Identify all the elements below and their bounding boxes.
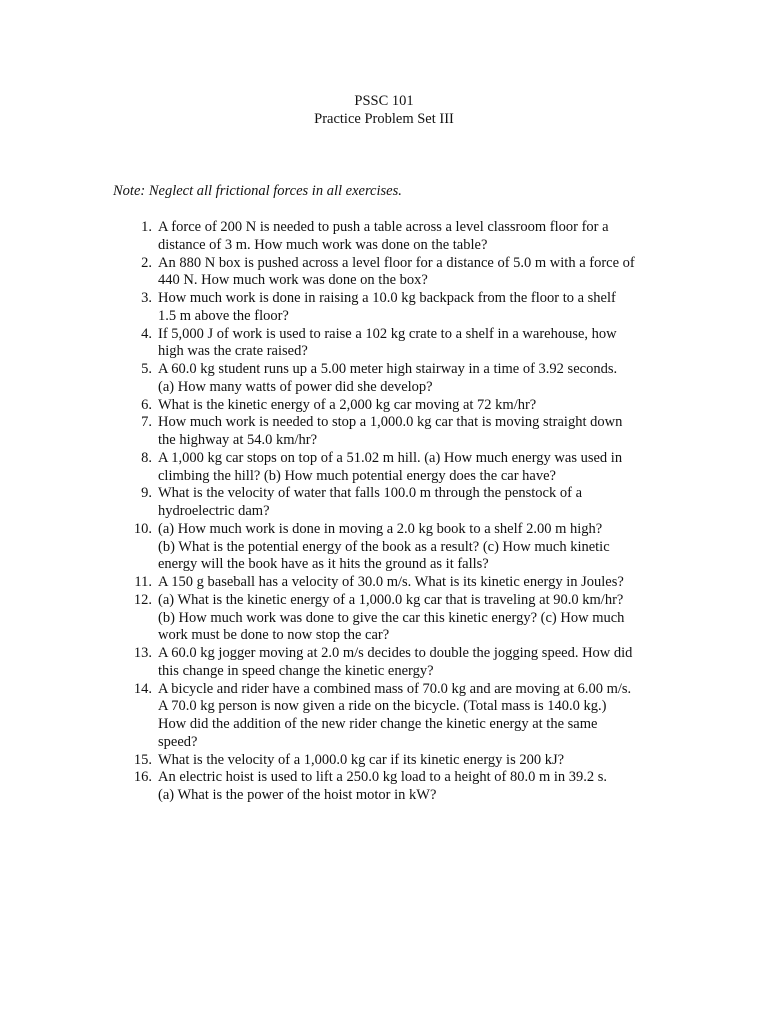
problem-number: 3. <box>141 290 152 306</box>
problem-item <box>118 219 678 255</box>
problem-text-line: A 60.0 kg jogger moving at 2.0 m/s decides to double the jogging speed. How did <box>158 645 633 661</box>
problem-text-line: What is the kinetic energy of a 2,000 kg car moving at 72 km/hr? <box>158 396 537 413</box>
problem-text-line: this change in speed change the kinetic energy? <box>158 662 434 679</box>
problem-text-line: (b) What is the potential energy of the book as a result? (c) How much kinetic <box>158 538 610 555</box>
problem-number: 16. <box>133 769 152 786</box>
problem-number: 7. <box>141 414 152 431</box>
problem-item <box>118 681 678 752</box>
problem-text-line: A 60.0 kg student runs up a 5.00 meter high stairway in a time of 3.92 seconds. <box>158 361 618 377</box>
problem-number: 15. <box>133 751 152 768</box>
problem-text-line: A force of 200 N is needed to push a table across a level classroom floor for a <box>158 219 609 235</box>
problem-text-line: hydroelectric dam? <box>158 503 270 519</box>
problem-list <box>118 219 678 805</box>
problem-item <box>118 361 678 397</box>
problem-text-line: How much work is done in raising a 10.0 kg backpack from the floor to a shelf <box>158 290 616 306</box>
problem-item <box>118 574 678 592</box>
problem-item <box>118 645 678 681</box>
document-heading <box>0 92 768 128</box>
problem-item <box>118 592 678 645</box>
problem-text-line: A 70.0 kg person is now given a ride on the bicycle. (Total mass is 140.0 kg.) <box>158 698 607 715</box>
problem-number: 4. <box>141 325 152 342</box>
problem-item <box>118 485 678 521</box>
problem-number: 10. <box>133 520 152 537</box>
problem-text-line: (a) What is the power of the hoist motor in kW? <box>158 787 437 803</box>
problem-text-line: An electric hoist is used to lift a 250.0 kg load to a height of 80.0 m in 39.2 s. <box>158 769 608 786</box>
problem-item <box>118 450 678 486</box>
problem-number: 5. <box>141 361 152 377</box>
problem-text-line: work must be done to now stop the car? <box>158 627 390 644</box>
problem-text-line: 1.5 m above the floor? <box>158 307 289 324</box>
problem-text-line: high was the crate raised? <box>158 343 308 360</box>
problem-text-line: How did the addition of the new rider change the kinetic energy at the same <box>158 716 598 732</box>
problem-text-line: (a) How many watts of power did she develop? <box>158 378 433 395</box>
problem-text-line: How much work is needed to stop a 1,000.0 kg car that is moving straight down <box>158 414 623 431</box>
problem-number: 12. <box>133 591 152 608</box>
problem-text-line: What is the velocity of water that falls 100.0 m through the penstock of a <box>158 485 583 502</box>
problem-text-line: (a) How much work is done in moving a 2.0 kg book to a shelf 2.00 m high? <box>158 520 603 537</box>
problem-number: 13. <box>133 645 152 661</box>
problem-number: 2. <box>141 254 152 271</box>
problem-text-line: If 5,000 J of work is used to raise a 102 kg crate to a shelf in a warehouse, how <box>158 325 617 342</box>
problem-item <box>118 255 678 291</box>
problem-text-line: climbing the hill? (b) How much potential energy does the car have? <box>158 467 556 484</box>
course-code: PSSC 101 <box>354 93 414 109</box>
problem-text-line: distance of 3 m. How much work was done on the table? <box>158 236 488 253</box>
problem-text-line: (a) What is the kinetic energy of a 1,000.0 kg car that is traveling at 90.0 km/hr? <box>158 591 624 608</box>
problem-item <box>118 769 678 805</box>
problem-item <box>118 397 678 415</box>
problem-text-line: 440 N. How much work was done on the box? <box>158 272 428 289</box>
problem-item <box>118 290 678 326</box>
problem-item <box>118 752 678 770</box>
problem-text-line: the highway at 54.0 km/hr? <box>158 432 318 448</box>
problem-number: 8. <box>141 449 152 466</box>
problem-text-line: What is the velocity of a 1,000.0 kg car if its kinetic energy is 200 kJ? <box>158 751 565 768</box>
problem-text-line: An 880 N box is pushed across a level floor for a distance of 5.0 m with a force of <box>158 254 635 271</box>
problem-text-line: (b) How much work was done to give the car this kinetic energy? (c) How much <box>158 609 625 626</box>
page-title: Practice Problem Set III <box>314 111 454 127</box>
problem-text-line: energy will the book have as it hits the ground as it falls? <box>158 556 489 573</box>
problem-number: 9. <box>141 485 152 502</box>
problem-text-line: A 150 g baseball has a velocity of 30.0 m/s. What is its kinetic energy in Joules? <box>158 574 624 590</box>
instruction-note: Note: Neglect all frictional forces in all exercises. <box>113 183 402 199</box>
problem-number: 14. <box>133 680 152 697</box>
problem-text-line: speed? <box>158 733 198 750</box>
problem-number: 11. <box>134 574 152 590</box>
problem-item <box>118 326 678 362</box>
problem-number: 1. <box>141 219 152 235</box>
problem-text-line: A bicycle and rider have a combined mass of 70.0 kg and are moving at 6.00 m/s. <box>158 680 632 697</box>
problem-item <box>118 414 678 450</box>
problem-text-line: A 1,000 kg car stops on top of a 51.02 m hill. (a) How much energy was used in <box>158 449 623 466</box>
problem-number: 6. <box>141 396 152 413</box>
problem-item <box>118 521 678 574</box>
